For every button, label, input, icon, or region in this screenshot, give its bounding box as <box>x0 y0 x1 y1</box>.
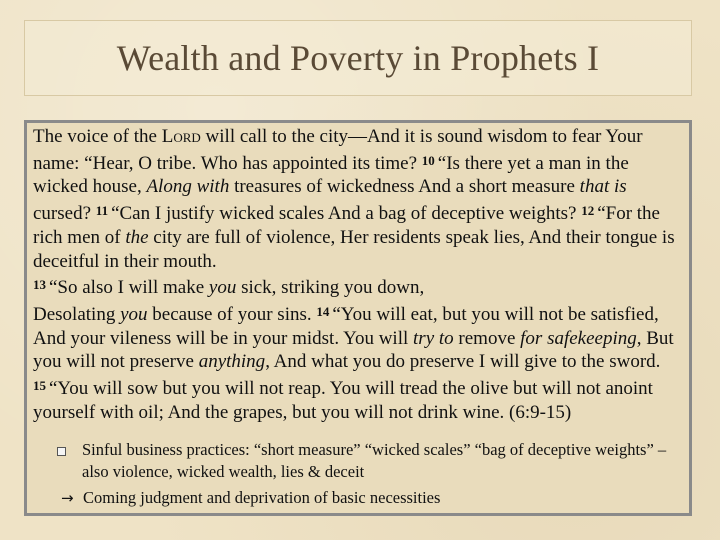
italic-text: Along with <box>146 176 230 198</box>
verse-number-13: 13 <box>33 277 46 293</box>
square-bullet-icon <box>57 447 66 456</box>
passage-text: “You will eat, but you will not be satisfied, And your vileness will be in your midst. You will <box>33 303 659 349</box>
passage-paragraph-2 <box>33 273 685 300</box>
verse-number-12: 12 <box>581 203 595 219</box>
verse-number-10: 10 <box>421 152 435 168</box>
passage-text: “You will sow but you will not reap. You will tread the olive but will not anoint yourself with oil; And the grapes, but you will not drink wine. (6:9-15) <box>33 378 653 423</box>
commentary-notes <box>57 439 667 509</box>
passage-text: sick, striking you down, <box>236 277 425 299</box>
italic-text: that is <box>579 176 627 198</box>
passage-paragraph-1 <box>33 125 685 273</box>
title-box <box>24 20 692 96</box>
arrow-note <box>61 487 667 509</box>
italic-text: try to <box>413 327 454 349</box>
italic-text: you <box>208 277 237 299</box>
passage-text: because of your sins. <box>147 303 317 325</box>
passage-text: , And what you do preserve I will give to the sword. <box>265 351 661 373</box>
verse-number-15: 15 <box>33 378 46 394</box>
passage-text: will call to the city—And it is sound wisdom to fear Your name: “Hear, O tribe. Who has appointed its time? <box>33 126 643 174</box>
slide-title: Wealth and Poverty in Prophets I <box>116 38 600 78</box>
passage-text: treasures of wickedness And a short measure <box>229 176 580 198</box>
italic-text: for safekeeping <box>520 327 637 349</box>
right-arrow-icon: → <box>61 489 74 507</box>
passage-text: “Can I justify wicked scales And a bag of deceptive weights? <box>111 203 582 225</box>
arrow-note-text: Coming judgment and deprivation of basic necessities <box>83 488 441 507</box>
passage-paragraph-3 <box>33 300 685 425</box>
passage-text: remove <box>453 327 521 349</box>
passage-text: , But you will not preserve <box>33 327 674 373</box>
lord-small-caps: Lord <box>161 126 201 147</box>
passage-text: The voice of the <box>33 126 162 147</box>
scripture-passage <box>33 125 685 424</box>
verse-number-14: 14 <box>316 303 330 319</box>
passage-text: “So also I will make <box>49 277 209 299</box>
passage-text: “Is there yet a man in the wicked house, <box>33 152 629 198</box>
bullet-note-text: Sinful business practices: “short measure” “wicked scales” “bag of deceptive weights” – also violence, wicked wealth, lies & deceit <box>82 440 667 481</box>
italic-text: you <box>120 303 148 325</box>
passage-text: Desolating <box>33 303 121 325</box>
bullet-note <box>57 439 667 483</box>
italic-text: the <box>125 226 149 248</box>
passage-text: cursed? <box>33 203 96 225</box>
verse-number-11: 11 <box>95 203 109 219</box>
passage-text: city are full of violence, Her residents speak lies, And their tongue is deceitful in their mouth. <box>33 226 675 272</box>
passage-text: “For the rich men of <box>33 203 660 248</box>
content-box <box>24 120 692 516</box>
italic-text: anything <box>198 351 266 373</box>
